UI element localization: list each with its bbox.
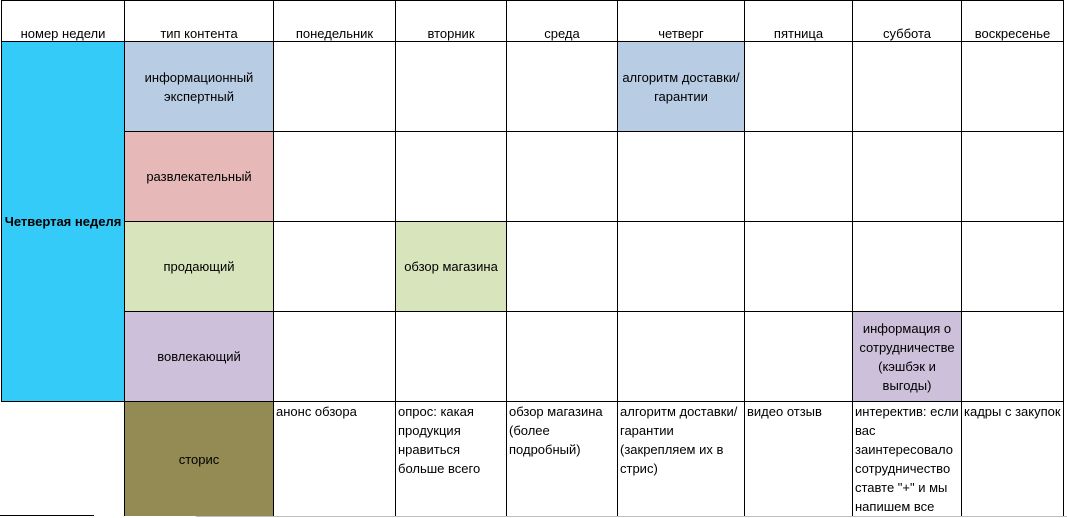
content-type-cell[interactable]: информационный экспертный (125, 42, 274, 132)
content-type-cell[interactable]: вовлекающий (125, 312, 274, 402)
day-cell[interactable] (853, 222, 962, 312)
header-thursday[interactable]: четверг (618, 1, 745, 42)
header-content-type[interactable]: тип контента (125, 1, 274, 42)
day-cell[interactable] (962, 312, 1064, 402)
day-cell[interactable] (962, 222, 1064, 312)
day-cell[interactable] (396, 42, 507, 132)
table-row-selling (2, 222, 1064, 312)
header-tuesday[interactable]: вторник (396, 1, 507, 42)
day-cell[interactable]: обзор магазина (396, 222, 507, 312)
header-sunday[interactable]: воскресенье (962, 1, 1064, 42)
day-cell[interactable] (507, 132, 618, 222)
day-cell[interactable]: анонс обзора (274, 402, 396, 517)
day-cell[interactable]: интеректив: если вас заинтересовало сотрудничество ставте "+" и мы напишем все (853, 402, 962, 517)
header-monday[interactable]: понедельник (274, 1, 396, 42)
day-cell[interactable] (507, 222, 618, 312)
day-cell[interactable] (745, 42, 853, 132)
day-cell[interactable] (618, 222, 745, 312)
header-row (2, 1, 1064, 42)
day-cell[interactable]: видео отзыв (745, 402, 853, 517)
header-wednesday[interactable]: среда (507, 1, 618, 42)
day-cell[interactable] (396, 132, 507, 222)
header-friday[interactable]: пятница (745, 1, 853, 42)
day-cell[interactable] (745, 132, 853, 222)
table-row-informational (2, 42, 1064, 132)
table-row-engaging (2, 312, 1064, 402)
day-cell[interactable] (396, 312, 507, 402)
day-cell[interactable]: алгоритм доставки/гарантии (618, 42, 745, 132)
day-cell[interactable] (274, 222, 396, 312)
day-cell[interactable]: информация о сотрудничестве (кэшбэк и выгоды) (853, 312, 962, 402)
day-cell[interactable] (507, 42, 618, 132)
week-number-cell[interactable]: Четвертая неделя (2, 42, 125, 402)
day-cell[interactable] (853, 132, 962, 222)
content-type-cell[interactable]: продающий (125, 222, 274, 312)
day-cell[interactable] (618, 312, 745, 402)
day-cell[interactable] (962, 132, 1064, 222)
content-type-cell[interactable]: развлекательный (125, 132, 274, 222)
content-plan-table (1, 0, 1064, 516)
header-week-number[interactable]: номер недели (2, 1, 125, 42)
day-cell[interactable]: кадры с закупок (962, 402, 1064, 517)
empty-cell[interactable] (2, 402, 125, 517)
table-row-entertainment (2, 132, 1064, 222)
day-cell[interactable] (745, 312, 853, 402)
table-row-stories (2, 402, 1064, 517)
day-cell[interactable] (274, 312, 396, 402)
divider (196, 516, 1067, 517)
day-cell[interactable] (745, 222, 853, 312)
day-cell[interactable] (853, 42, 962, 132)
day-cell[interactable] (274, 42, 396, 132)
day-cell[interactable]: алгоритм доставки/гарантии (закрепляем их в стрис) (618, 402, 745, 517)
day-cell[interactable] (618, 132, 745, 222)
day-cell[interactable] (507, 312, 618, 402)
day-cell[interactable] (962, 42, 1064, 132)
divider (0, 515, 94, 516)
content-type-cell[interactable]: сторис (125, 402, 274, 517)
day-cell[interactable] (274, 132, 396, 222)
header-saturday[interactable]: суббота (853, 1, 962, 42)
day-cell[interactable]: опрос: какая продукция нравиться больше всего (396, 402, 507, 517)
day-cell[interactable]: обзор магазина (более подробный) (507, 402, 618, 517)
